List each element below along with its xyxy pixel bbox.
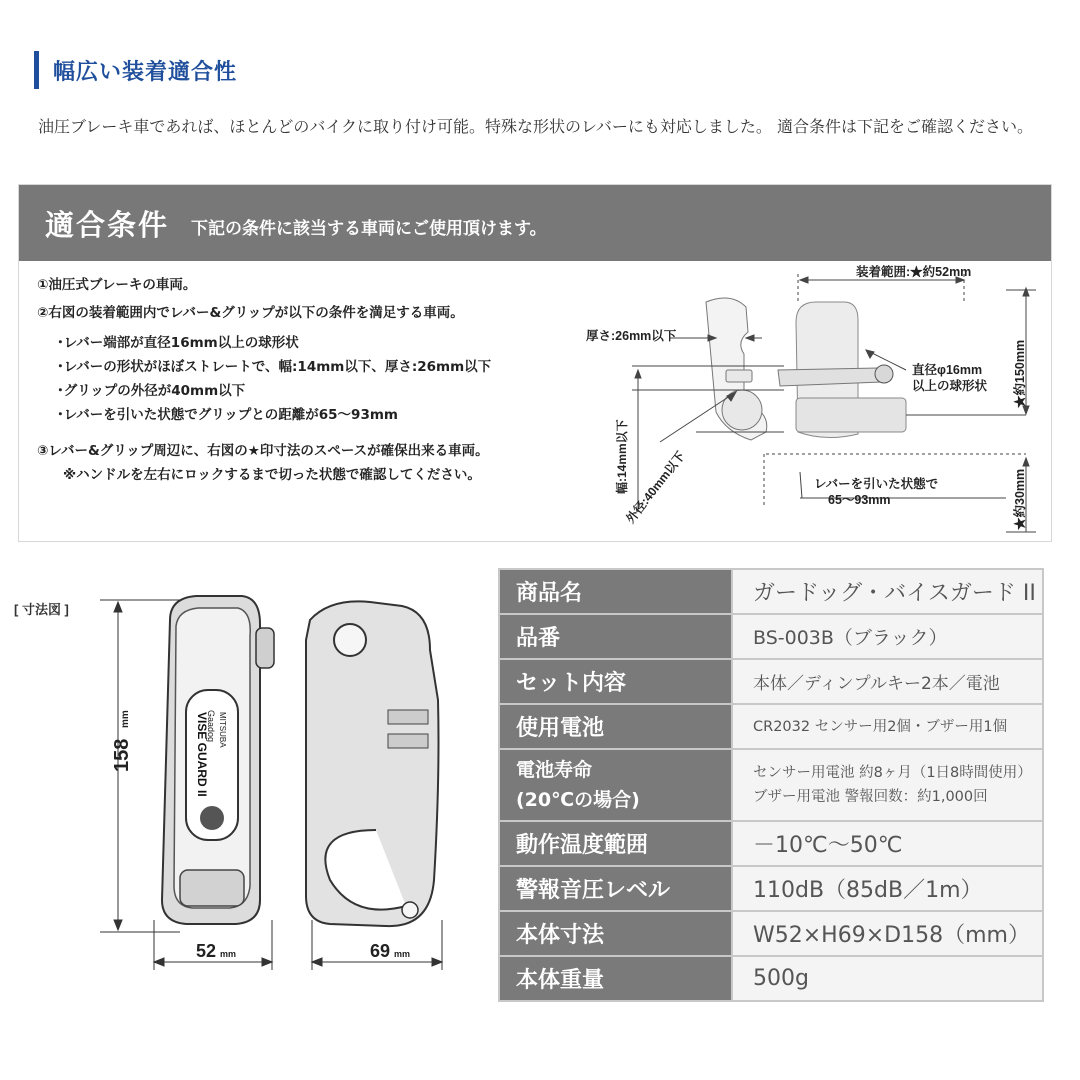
length-value: 158 — [111, 738, 133, 772]
spec-value-line1: センサー用電池 約8ヶ月（1日8時間使用） — [753, 765, 1032, 781]
spec-row — [499, 821, 1043, 866]
heading-accent-bar — [34, 51, 39, 89]
intro-paragraph: 油圧ブレーキ車であれば、ほとんどのバイクに取り付け可能。特殊な形状のレバーにも対応しました。 適合条件は下記をご確認ください。 — [38, 117, 1034, 136]
mount-range-label: 装着範囲:★約52mm — [856, 265, 972, 279]
spec-row — [499, 911, 1043, 956]
side-view — [306, 601, 439, 926]
spec-value: W52×H69×D158（mm） — [732, 911, 1043, 956]
depth-value: 69 — [370, 941, 391, 961]
width-unit: mm — [220, 949, 237, 959]
condition-line: ･レバーを引いた状態でグリップとの距離が65～93mm — [57, 407, 398, 423]
spec-row — [499, 569, 1043, 614]
spec-label-line1: 電池寿命 — [516, 759, 593, 781]
spec-table — [498, 568, 1044, 1002]
conditions-header — [19, 185, 1051, 261]
width-value: 52 — [196, 941, 217, 961]
spec-label: 本体寸法 — [499, 911, 732, 956]
condition-line: ･レバー端部が直径16mm以上の球形状 — [57, 335, 299, 351]
spec-row — [499, 614, 1043, 659]
height150-label: ★約150mm — [1013, 339, 1027, 408]
condition-line: ②右図の装着範囲内でレバー&グリップが以下の条件を満足する車両。 — [37, 305, 464, 321]
condition-line: ･グリップの外径が40mm以下 — [57, 383, 246, 399]
pulled-label-2: 65～93mm — [828, 493, 891, 507]
condition-line: ③レバー&グリップ周辺に、右図の★印寸法のスペースが確保出来る車両。 — [37, 443, 489, 459]
spec-value — [732, 749, 1043, 821]
condition-line: ･レバーの形状がほぼストレートで、幅:14mm以下、厚さ:26mm以下 — [57, 359, 492, 375]
outer40-label: 外径:40mm以下 — [623, 448, 688, 526]
dimension-diagram — [10, 580, 480, 980]
conditions-title: 適合条件 — [45, 207, 170, 242]
spec-label: 品番 — [499, 614, 732, 659]
spec-label: セット内容 — [499, 659, 732, 704]
height30-label: ★約30mm — [1013, 468, 1027, 530]
section-heading — [34, 50, 237, 90]
spec-label: 商品名 — [499, 569, 732, 614]
spec-value: ガードッグ・バイスガード II — [732, 569, 1043, 614]
brand-bottom: MITSUBA — [218, 712, 227, 748]
front-view — [162, 596, 274, 924]
thickness-label: 厚さ:26mm以下 — [586, 329, 677, 343]
condition-line: ①油圧式ブレーキの車両。 — [37, 277, 197, 293]
spec-label — [499, 749, 732, 821]
spec-row — [499, 704, 1043, 749]
ball-label-1: 直径φ16mm — [912, 363, 983, 377]
length-unit: mm — [120, 710, 131, 728]
brand-top: Gaadog — [206, 710, 216, 743]
ball-label-2: 以上の球形状 — [912, 379, 988, 393]
spec-value-line2: ブザー用電池 警報回数：約1,000回 — [753, 789, 988, 805]
section-title: 幅広い装着適合性 — [53, 59, 238, 85]
width14-label: 幅:14mm以下 — [615, 419, 629, 494]
spec-value: CR2032 センサー用2個・ブザー用1個 — [732, 704, 1043, 749]
spec-label-line2: (20℃の場合) — [516, 789, 640, 811]
spec-label: 動作温度範囲 — [499, 821, 732, 866]
brand-mid: VISE GUARD II — [195, 712, 209, 797]
spec-row — [499, 749, 1043, 821]
spec-row — [499, 659, 1043, 704]
spec-label: 警報音圧レベル — [499, 866, 732, 911]
fitment-diagram — [566, 262, 1046, 538]
pulled-label-1: レバーを引いた状態で — [814, 477, 939, 491]
conditions-subtitle: 下記の条件に該当する車両にご使用頂けます。 — [191, 218, 547, 239]
spec-value: BS-003B（ブラック） — [732, 614, 1043, 659]
spec-row — [499, 956, 1043, 1001]
spec-value: －10℃～50℃ — [732, 821, 1043, 866]
spec-label: 本体重量 — [499, 956, 732, 1001]
condition-line: ※ハンドルを左右にロックするまで切った状態で確認してください。 — [63, 467, 481, 483]
dimension-label: [ 寸法図 ] — [14, 602, 69, 617]
spec-row — [499, 866, 1043, 911]
spec-value: 110dB（85dB／1m） — [732, 866, 1043, 911]
spec-value: 500g — [732, 956, 1043, 1001]
depth-unit: mm — [394, 949, 411, 959]
spec-label: 使用電池 — [499, 704, 732, 749]
spec-value: 本体／ディンプルキー2本／電池 — [732, 659, 1043, 704]
